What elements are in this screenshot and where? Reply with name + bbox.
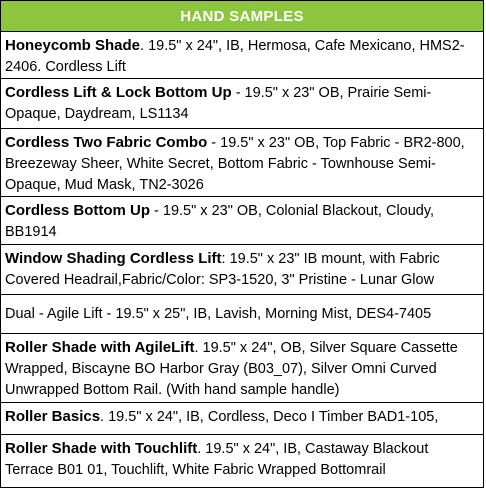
row-text: . 19.5" x 24", IB, Hermosa, Cafe Mexicano, HMS2-2406. Cordless Lift <box>5 38 465 75</box>
row-title: Roller Basics <box>5 408 101 425</box>
table-row <box>1 197 483 245</box>
row-text: : 19.5" x 23" IB mount, with Fabric Covered Headrail,Fabric/Color: SP3-1520, 3" Pristine - Lunar Glow <box>5 251 440 288</box>
table-row <box>1 435 483 487</box>
row-text: . 19.5" x 24", IB, Castaway Blackout Terrace B01 01, Touchlift, White Fabric Wrapped Bottomrail <box>5 441 429 478</box>
row-text: - 19.5" x 23" OB, Prairie Semi-Opaque, Daydream, LS1134 <box>5 85 432 122</box>
row-text: . 19.5" x 24", IB, Cordless, Deco I Timber BAD1-105, <box>100 409 439 425</box>
table-row <box>1 295 483 334</box>
table-row <box>1 79 483 129</box>
table-row <box>1 245 483 295</box>
row-title: Cordless Bottom Up <box>5 202 151 219</box>
row-title: Honeycomb Shade <box>5 37 141 54</box>
row-text: - 19.5" x 23" OB, Top Fabric - BR2-800, Breezeway Sheer, White Secret, Bottom Fabric - Townhouse Semi-Opaque, Mud Mask, TN2-3026 <box>5 135 465 193</box>
table-row <box>1 334 483 403</box>
row-text: . 19.5" x 24", OB, Silver Square Cassette Wrapped, Biscayne BO Harbor Gray (B03_07), Silver Omni Curved Unwrapped Bottom Rail. (With hand sample handle) <box>5 340 458 398</box>
table-row <box>1 129 483 197</box>
row-title: Roller Shade with AgileLift <box>5 339 195 356</box>
row-title: Roller Shade with Touchlift <box>5 440 198 457</box>
row-title: Cordless Two Fabric Combo <box>5 134 208 151</box>
table-row <box>1 32 483 79</box>
row-text: Dual - Agile Lift - 19.5" x 25", IB, Lavish, Morning Mist, DES4-7405 <box>5 306 432 322</box>
row-text: - 19.5" x 23" OB, Colonial Blackout, Cloudy, BB1914 <box>5 203 435 240</box>
row-title: Cordless Lift & Lock Bottom Up <box>5 84 232 101</box>
table-header: HAND SAMPLES <box>1 1 483 32</box>
table-row <box>1 403 483 435</box>
row-title: Window Shading Cordless Lift <box>5 250 222 267</box>
